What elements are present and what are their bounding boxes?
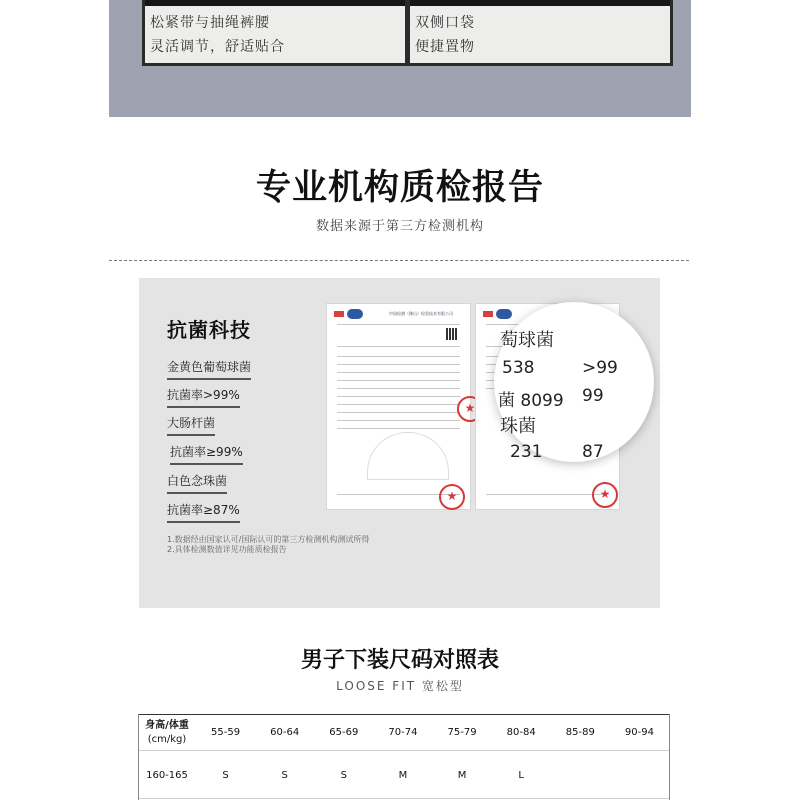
feature-card-pockets xyxy=(407,0,673,66)
size-cell xyxy=(610,750,669,800)
size-chart-title: 男子下装尺码对照表 xyxy=(300,648,499,673)
official-stamp-icon: ★ xyxy=(439,484,465,510)
weight-column-header: 70-74 xyxy=(388,727,418,738)
cma-logo xyxy=(483,311,493,317)
rate-label: 抗菌率≥99% xyxy=(170,443,243,465)
zoom-value: 99 xyxy=(582,386,604,406)
rate-label: 抗菌率>99% xyxy=(167,386,240,408)
qr-code-icon xyxy=(446,328,458,340)
weight-column-header: 60-64 xyxy=(270,727,300,738)
zoom-value: 菌 8099 xyxy=(498,391,564,411)
cnas-logo xyxy=(496,309,512,319)
size-chart-subtitle: LOOSE FIT 宽松型 xyxy=(336,679,464,693)
size-cell: S xyxy=(281,769,288,781)
bacteria-label: 金黄色葡萄球菌 xyxy=(167,358,251,380)
test-report-image xyxy=(326,303,476,510)
weight-column-header: 90-94 xyxy=(624,727,654,738)
feature-title: 双侧口袋 xyxy=(415,15,475,31)
zoom-value: 87 xyxy=(582,442,604,462)
rate-label: 抗菌率≥87% xyxy=(167,501,240,523)
feature-card-waistband xyxy=(142,0,408,66)
zoom-value: 538 xyxy=(502,358,535,378)
weight-column-header: 80-84 xyxy=(506,727,536,738)
report-section-title: 专业机构质检报告 xyxy=(255,168,544,208)
feature-desc: 便捷置物 xyxy=(415,39,475,55)
feature-desc: 灵活调节，舒适贴合 xyxy=(150,39,285,55)
bacteria-label: 白色念珠菌 xyxy=(167,472,227,494)
table-header-row xyxy=(138,715,669,750)
magnifier-zoom xyxy=(494,302,654,462)
size-cell: S xyxy=(340,769,347,781)
bacteria-label: 大肠杆菌 xyxy=(167,414,215,436)
footnote: 1.数据经由国家认可/国际认可的第三方检测机构测试所得 xyxy=(167,535,370,544)
cnas-logo xyxy=(347,309,363,319)
panel-title: 抗菌科技 xyxy=(167,318,251,342)
weight-column-header: 65-69 xyxy=(329,727,359,738)
report-header: 中国检测（佛山）检验技术有限公司 xyxy=(389,311,453,316)
weight-column-header: 55-59 xyxy=(211,727,241,738)
zoom-value: 231 xyxy=(510,442,543,462)
product-banner xyxy=(109,0,691,117)
size-cell: M xyxy=(398,769,408,781)
size-cell xyxy=(551,750,610,800)
header-label: 身高/体重 xyxy=(145,719,189,731)
weight-column-header: 75-79 xyxy=(447,727,477,738)
header-label-cell xyxy=(138,715,196,750)
zoom-value: >99 xyxy=(582,358,618,378)
official-stamp-icon: ★ xyxy=(457,396,483,422)
header-unit: (cm/kg) xyxy=(147,733,187,745)
zoom-label: 萄球菌 xyxy=(500,330,554,351)
feature-title: 松紧带与抽绳裤腰 xyxy=(150,15,270,31)
watermark-seal xyxy=(367,432,449,480)
size-cell: L xyxy=(518,769,524,781)
dashed-divider xyxy=(109,260,689,261)
size-chart-table xyxy=(138,715,669,800)
zoom-label: 珠菌 xyxy=(500,416,536,437)
cma-logo xyxy=(334,311,344,317)
table-border xyxy=(669,714,670,800)
footnote: 2.具体检测数值详见功能质检报告 xyxy=(167,545,287,554)
size-cell: M xyxy=(457,769,467,781)
weight-column-header: 85-89 xyxy=(565,727,595,738)
official-stamp-icon: ★ xyxy=(592,482,618,508)
table-row xyxy=(138,750,669,800)
report-section-subtitle: 数据来源于第三方检测机构 xyxy=(315,219,484,234)
height-cell: 160-165 xyxy=(146,769,188,781)
size-cell: S xyxy=(222,769,229,781)
